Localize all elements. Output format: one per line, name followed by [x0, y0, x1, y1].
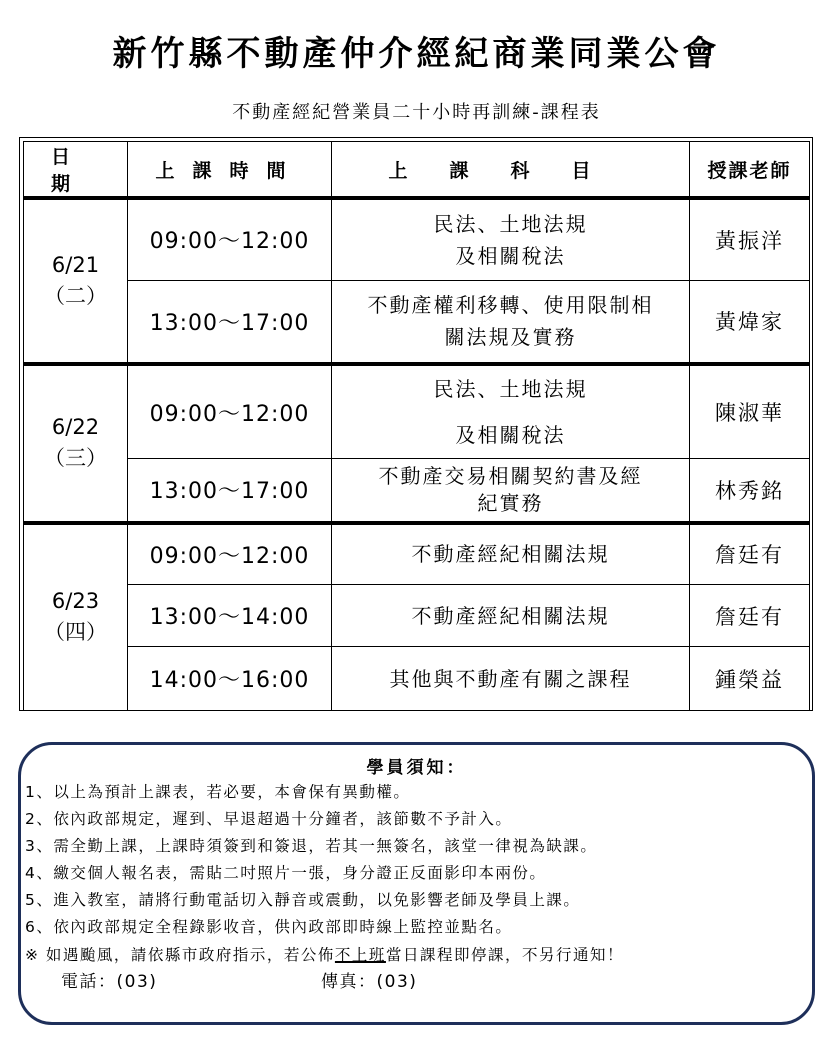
subject-line: 不動產交易相關契約書及經: [378, 463, 643, 488]
header-date: 日期: [24, 142, 128, 199]
notice-item: 3、需全勤上課，上課時須簽到和簽退，若其一無簽名，該堂一律視為缺課。: [25, 837, 598, 855]
table-row: [24, 647, 810, 711]
time-cell: 14:00～16:00: [128, 647, 332, 711]
teacher-cell: 陳淑華: [690, 364, 810, 459]
page-title: 新竹縣不動產仲介經紀商業同業公會: [112, 34, 721, 74]
subject-cell: [332, 459, 690, 523]
subject-line: 不動產經紀相關法規: [411, 542, 610, 567]
notice-item: 2、依內政部規定，遲到、早退超過十分鐘者，該節數不予計入。: [25, 810, 513, 828]
notice-item: 4、繳交個人報名表，需貼二吋照片一張，身分證正反面影印本兩份。: [25, 864, 547, 882]
table-row: [24, 585, 810, 647]
teacher-cell: 林秀銘: [690, 459, 810, 523]
subject-cell: [332, 280, 690, 364]
header-time: 上課時間: [128, 142, 332, 199]
notice-item: 1、以上為預計上課表，若必要，本會保有異動權。: [25, 783, 411, 801]
teacher-cell: 黃煒家: [690, 280, 810, 364]
fax-label: 傳真：(03): [321, 972, 418, 992]
time-cell: 09:00～12:00: [128, 198, 332, 280]
weekday-label: （四）: [44, 620, 107, 645]
date-label: 6/21: [51, 253, 100, 277]
subject-line: 民法、土地法規: [433, 211, 588, 236]
schedule-table-frame: [19, 137, 813, 711]
table-row: [24, 364, 810, 459]
notice-item: 6、依內政部規定全程錄影收音，供內政部即時線上監控並點名。: [25, 918, 513, 936]
time-cell: 13:00～17:00: [128, 459, 332, 523]
teacher-cell: 詹廷有: [690, 523, 810, 585]
table-row: [24, 523, 810, 585]
teacher-cell: 黃振洋: [690, 198, 810, 280]
subject-line: 不動產經紀相關法規: [411, 603, 610, 628]
header-teacher: 授課老師: [690, 142, 810, 199]
time-cell: 13:00～14:00: [128, 585, 332, 647]
table-row: [24, 280, 810, 364]
date-label: 6/22: [51, 415, 100, 440]
time-cell: 09:00～12:00: [128, 523, 332, 585]
table-row: [24, 459, 810, 523]
notice-item: 5、進入教室，請將行動電話切入靜音或震動，以免影響老師及學員上課。: [25, 891, 581, 909]
date-label: 6/23: [51, 589, 100, 614]
typhoon-notice-prefix: ※ 如遇颱風，請依縣市政府指示，若公佈: [25, 946, 335, 964]
weekday-label: （二）: [44, 284, 107, 308]
typhoon-notice-underlined: 不上班: [334, 946, 386, 964]
typhoon-notice: [25, 942, 624, 969]
date-cell: [24, 198, 128, 364]
date-cell: [24, 523, 128, 711]
table-row: [24, 198, 810, 280]
subject-cell: [332, 523, 690, 585]
phone-label: 電話：(03): [61, 972, 158, 992]
date-cell: [24, 364, 128, 523]
subject-line: 及相關稅法: [455, 243, 566, 268]
notice-box: [18, 742, 815, 1025]
subject-line: 及相關稅法: [455, 423, 566, 447]
subject-line: 紀實務: [477, 490, 544, 515]
weekday-label: （三）: [44, 446, 107, 471]
teacher-cell: 詹廷有: [690, 585, 810, 647]
subject-cell: [332, 198, 690, 280]
typhoon-notice-suffix: 當日課程即停課，不另行通知！: [385, 946, 624, 964]
subject-cell: [332, 585, 690, 647]
teacher-cell: 鍾榮益: [690, 647, 810, 711]
subject-cell: [332, 647, 690, 711]
schedule-table: [23, 141, 810, 711]
subject-line: 關法規及實務: [444, 325, 577, 350]
notice-list: [25, 779, 597, 941]
subject-line: 其他與不動產有關之課程: [389, 666, 632, 691]
table-header-row: [24, 142, 810, 199]
time-cell: 13:00～17:00: [128, 280, 332, 364]
subject-cell: [332, 364, 690, 459]
time-cell: 09:00～12:00: [128, 364, 332, 459]
schedule-subtitle: 不動產經紀營業員二十小時再訓練-課程表: [232, 102, 601, 123]
header-subject: 上課科目: [332, 142, 690, 199]
notice-title: 學員須知：: [366, 758, 467, 778]
subject-line: 不動產權利移轉、使用限制相: [367, 293, 654, 318]
subject-line: 民法、土地法規: [433, 377, 588, 401]
